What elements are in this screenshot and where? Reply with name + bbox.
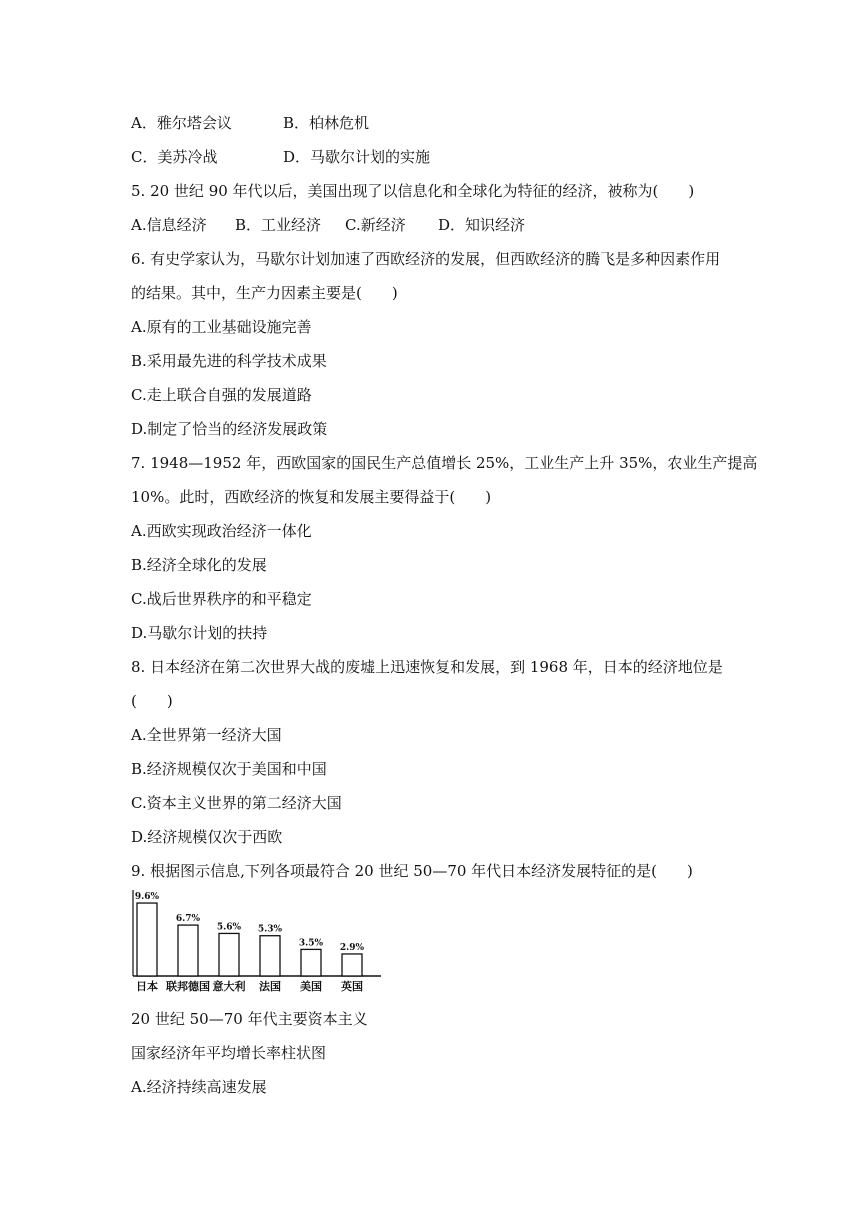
q6-option-d: D.制定了恰当的经济发展政策 <box>131 420 328 438</box>
q4-option-a: A．雅尔塔会议 <box>131 114 232 132</box>
q4-option-d: D．马歇尔计划的实施 <box>283 148 431 166</box>
q5-option-a: A.信息经济 <box>131 216 207 234</box>
q4-option-b: B．柏林危机 <box>283 114 370 132</box>
category-label-0: 日本 <box>136 980 158 993</box>
q5-options-row <box>131 208 741 242</box>
q6-option-c: C.走上联合自强的发展道路 <box>131 386 312 404</box>
data-label-5: 2.9% <box>339 942 365 953</box>
bar-2 <box>219 933 239 976</box>
q7-option-a: A.西欧实现政治经济一体化 <box>131 522 312 540</box>
q6-option-a: A.原有的工业基础设施完善 <box>131 318 312 336</box>
q4-option-c: C．美苏冷战 <box>131 148 218 166</box>
q8-stem-line-1: 8. 日本经济在第二次世界大战的废墟上迅速恢复和发展，到 1968 年，日本的经济地位是 <box>131 658 723 676</box>
q5-option-b: B．工业经济 <box>235 216 322 234</box>
q7-option-c: C.战后世界秩序的和平稳定 <box>131 590 312 608</box>
bar-3 <box>260 936 280 976</box>
q6-stem-line-1: 6. 有史学家认为，马歇尔计划加速了西欧经济的发展，但西欧经济的腾飞是多种因素作用 <box>131 250 721 268</box>
q8-option-a: A.全世界第一经济大国 <box>131 726 282 744</box>
category-label-5: 英国 <box>341 980 363 993</box>
q7-stem-line-1: 7. 1948—1952 年，西欧国家的国民生产总值增长 25%，工业生产上升 35%，农业生产提高 <box>131 454 758 472</box>
q5-stem: 5. 20 世纪 90 年代以后，美国出现了以信息化和全球化为特征的经济，被称为( ) <box>131 182 695 200</box>
q8-option-d: D.经济规模仅次于西欧 <box>131 828 283 846</box>
bar-1 <box>178 925 198 976</box>
q8-stem-line-2: ( ) <box>131 692 173 710</box>
bar-5 <box>342 954 362 976</box>
q5-option-c: C.新经济 <box>345 216 406 234</box>
q7-option-b: B.经济全球化的发展 <box>131 556 267 574</box>
q8-option-c: C.资本主义世界的第二经济大国 <box>131 794 342 812</box>
q6-option-b: B.采用最先进的科学技术成果 <box>131 352 327 370</box>
bar-0 <box>137 903 157 976</box>
data-label-1: 6.7% <box>175 914 201 925</box>
q9-option-a: A.经济持续高速发展 <box>131 1078 267 1096</box>
data-label-3: 5.3% <box>257 924 283 935</box>
data-label-2: 5.6% <box>216 922 242 933</box>
bar-chart-svg <box>131 890 391 1002</box>
q9-stem: 9. 根据图示信息,下列各项最符合 20 世纪 50—70 年代日本经济发展特征的是( ) <box>131 862 693 880</box>
data-label-0: 9.6% <box>134 892 160 903</box>
category-label-3: 法国 <box>259 980 281 993</box>
data-label-4: 3.5% <box>298 938 324 949</box>
q4-options-row-1 <box>131 106 741 140</box>
q7-stem-line-2: 10%。此时，西欧经济的恢复和发展主要得益于( ) <box>131 488 492 506</box>
bar-4 <box>301 949 321 976</box>
worksheet-page <box>131 106 758 1104</box>
q7-option-d: D.马歇尔计划的扶持 <box>131 624 268 642</box>
category-label-4: 美国 <box>300 980 322 993</box>
chart-caption-line-2: 国家经济年平均增长率柱状图 <box>131 1044 327 1062</box>
q4-options-row-2 <box>131 140 741 174</box>
q6-stem-line-2: 的结果。其中，生产力因素主要是( ) <box>131 284 398 302</box>
q8-option-b: B.经济规模仅次于美国和中国 <box>131 760 327 778</box>
chart-caption-line-1: 20 世纪 50—70 年代主要资本主义 <box>131 1010 368 1028</box>
q5-option-d: D．知识经济 <box>438 216 526 234</box>
growth-rate-chart <box>131 890 741 1002</box>
category-label-1: 联邦德国 <box>166 980 210 993</box>
category-label-2: 意大利 <box>212 980 246 993</box>
